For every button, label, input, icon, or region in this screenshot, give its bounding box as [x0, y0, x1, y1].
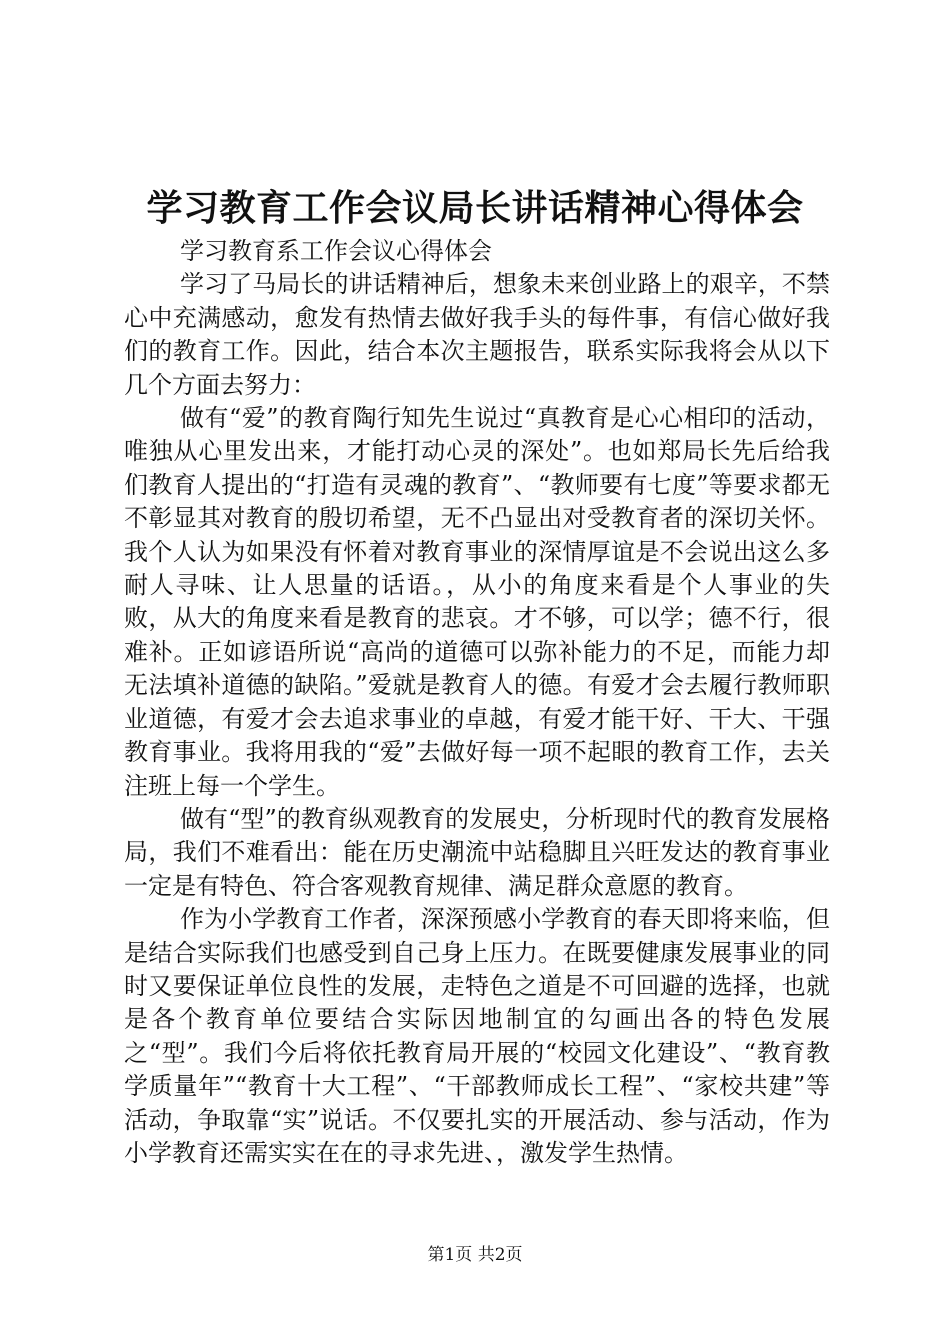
- paragraph-love-education: 做有“爱”的教育陶行知先生说过“真教育是心心相印的活动，唯独从心里发出来，才能打动心灵的深处”。也如郑局长先后给我们教育人提出的“打造有灵魂的教育”、“教师要有七度”等要求都无不彰显其对教育的殷切希望，无不凸显出对受教育者的深切关怀。我个人认为如果没有怀着对教育事业的深情厚谊是不会说出这么多耐人寻味、让人思量的话语。，从小的角度来看是个人事业的失败，从大的角度来看是教育的悲哀。才不够，可以学；德不行，很难补。正如谚语所说“高尚的道德可以弥补能力的不足，而能力却无法填补道德的缺陷。”爱就是教育人的德。有爱才会去履行教师职业道德，有爱才会去追求事业的卓越，有爱才能干好、干大、干强教育事业。我将用我的“爱”去做好每一项不起眼的教育工作，去关注班上每一个学生。: [124, 404, 830, 800]
- paragraph-model-education: 做有“型”的教育纵观教育的发展史，分析现时代的教育发展格局，我们不难看出：能在历史潮流中站稳脚且兴旺发达的教育事业一定是有特色、符合客观教育规律、满足群众意愿的教育。: [124, 804, 830, 900]
- paragraph-intro: 学习了马局长的讲话精神后，想象未来创业路上的艰辛，不禁心中充满感动，愈发有热情去做好我手头的每件事，有信心做好我们的教育工作。因此，结合本次主题报告，联系实际我将会从以下几个方面去努力：: [124, 270, 830, 399]
- paragraph-primary-education: 作为小学教育工作者，深深预感小学教育的春天即将来临，但是结合实际我们也感受到自己身上压力。在既要健康发展事业的同时又要保证单位良性的发展，走特色之道是不可回避的选择，也就是各个教育单位要结合实际因地制宜的勾画出各的特色发展之“型”。我们今后将依托教育局开展的“校园文化建设”、“教育教学质量年”“教育十大工程”、“干部教师成长工程”、“家校共建”等活动，争取靠“实”说话。不仅要扎实的开展活动、参与活动，作为小学教育还需实实在在的寻求先进、，激发学生热情。: [124, 905, 830, 1167]
- document-title: 学习教育工作会议局长讲话精神心得体会: [146, 187, 804, 229]
- paragraph-subtitle: 学习教育系工作会议心得体会: [180, 237, 492, 265]
- page-number-footer: 第1页 共2页: [427, 1245, 523, 1265]
- document-body: [124, 235, 830, 1170]
